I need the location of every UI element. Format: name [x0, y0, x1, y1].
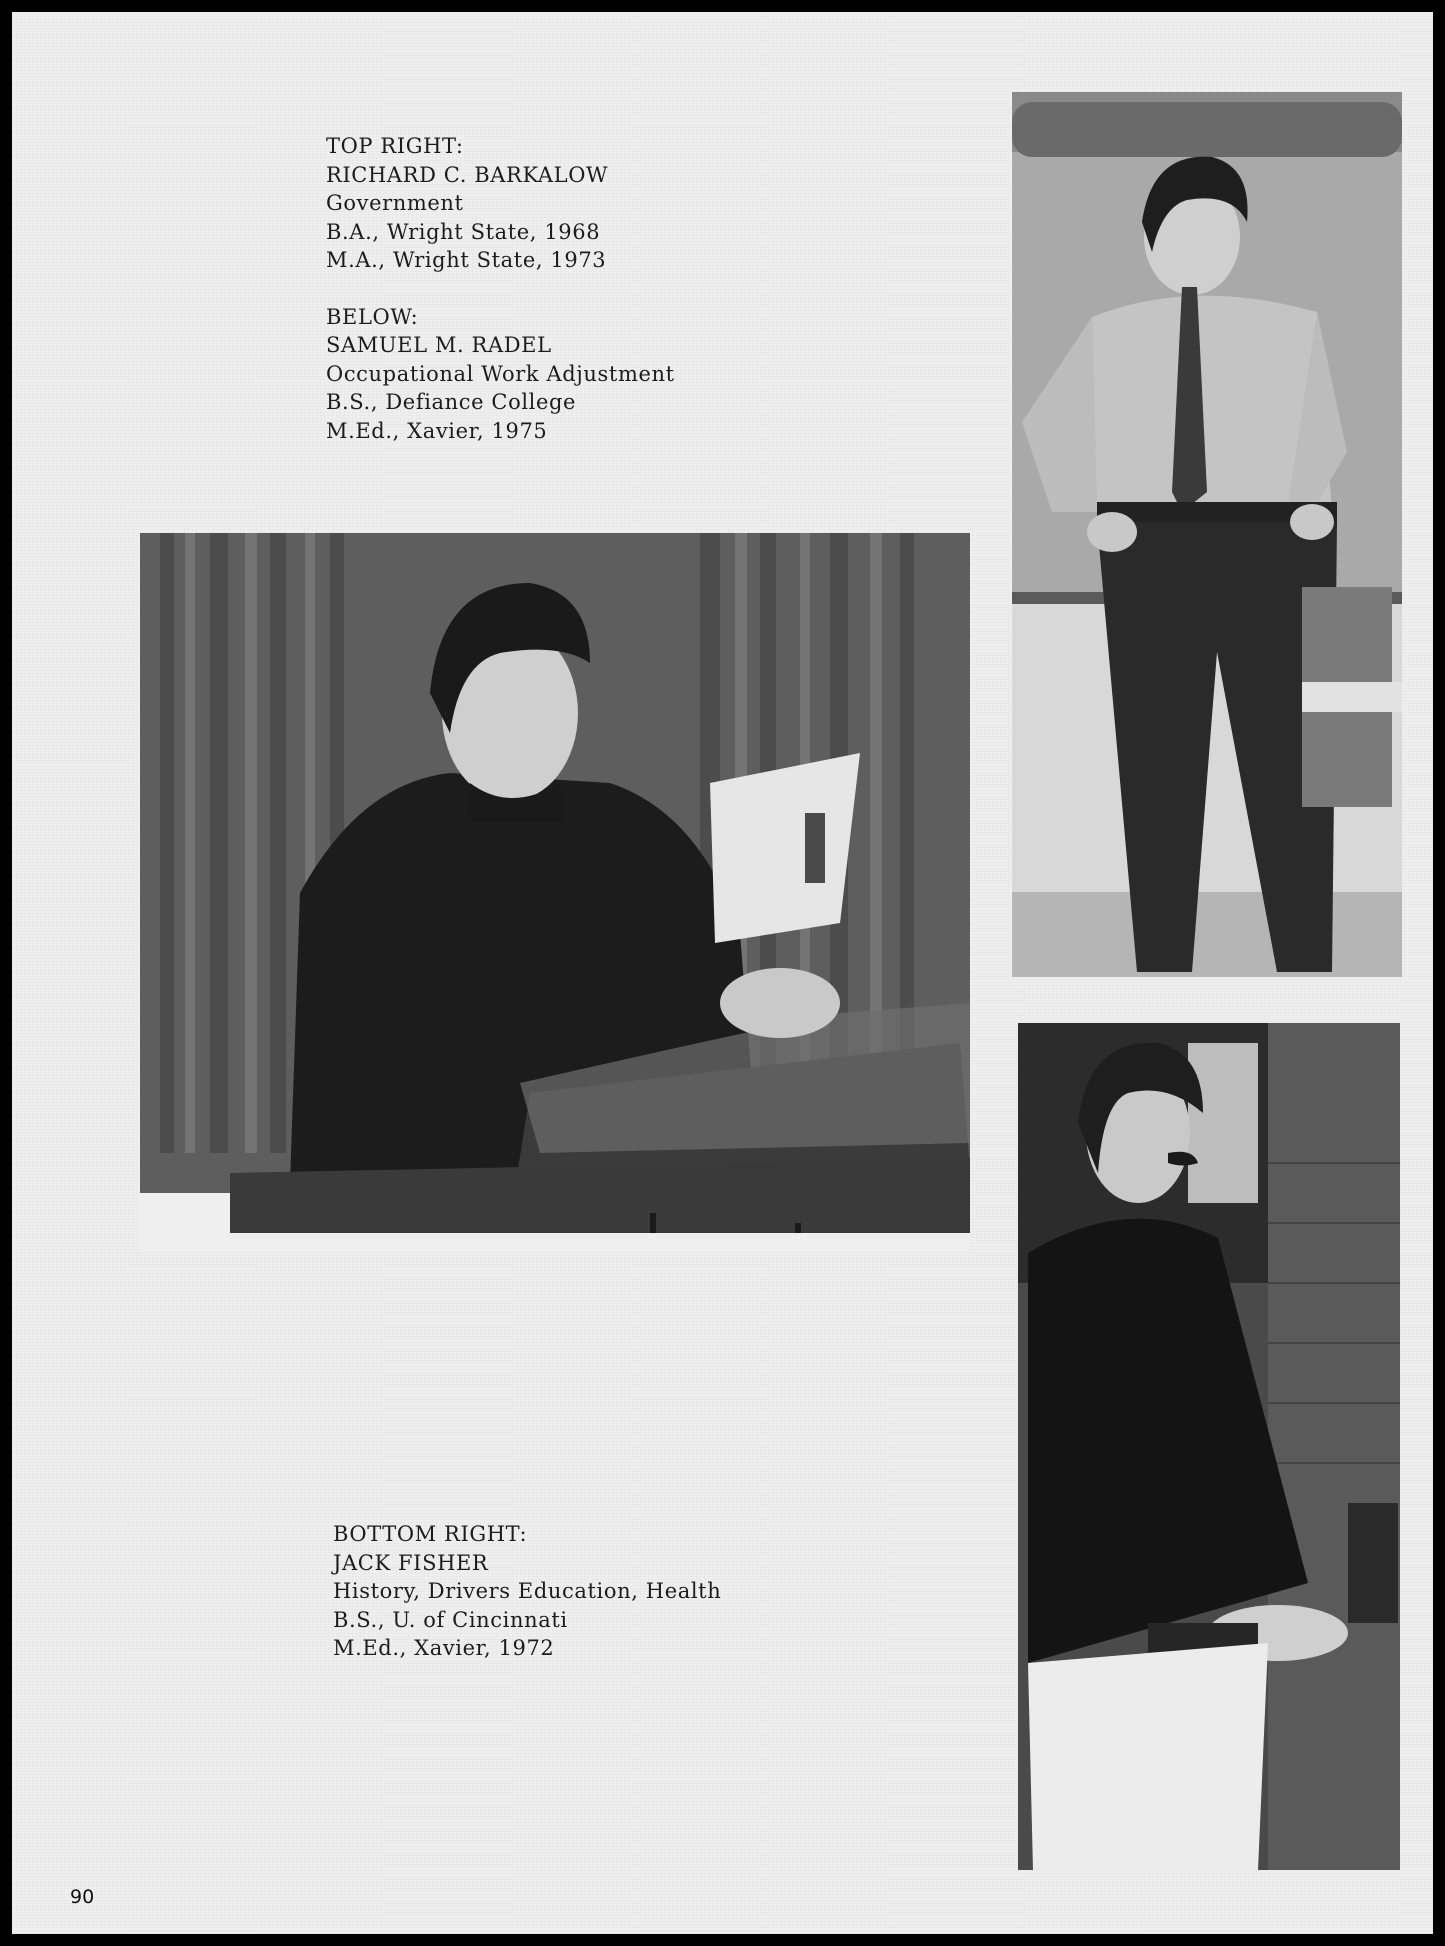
teacher-degree: B.S., U. of Cincinnati: [333, 1607, 568, 1632]
teacher-subject: History, Drivers Education, Health: [333, 1579, 722, 1603]
teacher-degree: M.A., Wright State, 1973: [326, 248, 607, 272]
page-number: 90: [70, 1886, 95, 1908]
teacher-degree: B.S., Defiance College: [326, 390, 577, 414]
teacher-degree: B.A., Wright State, 1968: [326, 219, 601, 244]
teacher-degree: M.Ed., Xavier, 1975: [326, 418, 548, 443]
teacher-name: RICHARD C. BARKALOW: [326, 162, 609, 187]
caption-bottom-right: [333, 1520, 721, 1663]
teacher-name: SAMUEL M. RADEL: [326, 333, 552, 357]
photo-bottom-right: [1018, 1023, 1400, 1870]
caption-heading: BOTTOM RIGHT:: [333, 1522, 528, 1546]
photo-below: [140, 533, 970, 1251]
yearbook-page: [12, 12, 1433, 1934]
teacher-subject: Government: [326, 191, 464, 215]
caption-heading: BELOW:: [326, 304, 419, 329]
teacher-name: JACK FISHER: [333, 1550, 489, 1575]
caption-top-right: [326, 132, 675, 445]
teacher-degree: M.Ed., Xavier, 1972: [333, 1636, 555, 1660]
caption-heading: TOP RIGHT:: [326, 134, 464, 158]
photo-top-right: [1012, 92, 1402, 977]
teacher-subject: Occupational Work Adjustment: [326, 361, 675, 386]
